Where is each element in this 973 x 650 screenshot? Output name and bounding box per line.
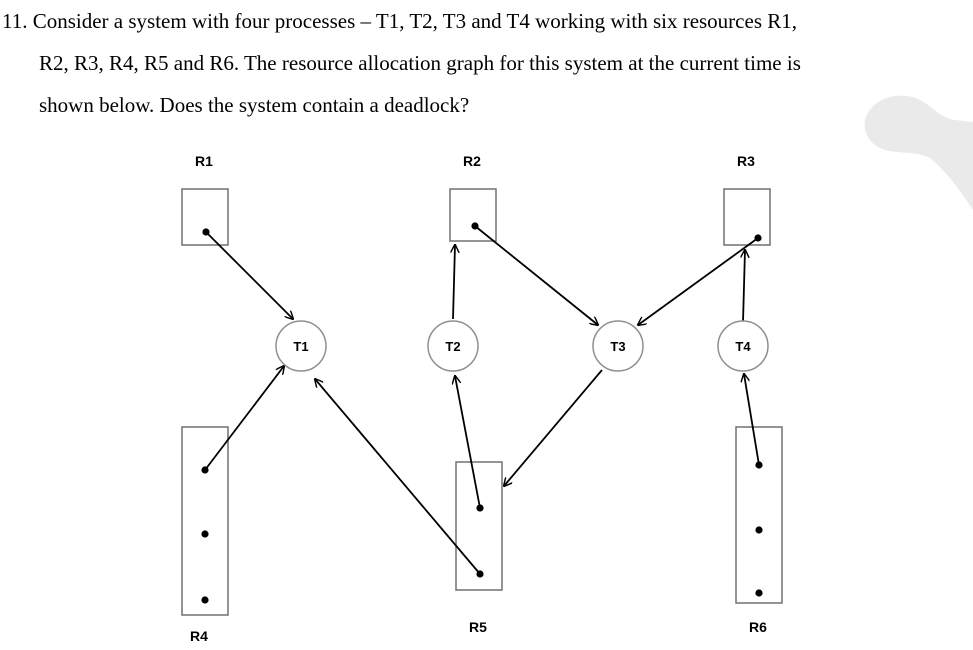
edge-r4-to-t1: [205, 366, 284, 470]
instance-dot-r4-3: [201, 596, 208, 603]
edge-t4-to-r3: [743, 250, 745, 322]
edge-t2-to-r2: [453, 245, 455, 319]
process-label-t2: T2: [445, 339, 461, 354]
process-node-t3: [593, 321, 643, 371]
question-line-1: 11. Consider a system with four processes – T1, T2, T3 and T4 working with six resources R1,: [2, 9, 797, 33]
instance-dot-r6-2: [755, 526, 762, 533]
resource-label-r4: R4: [190, 628, 208, 644]
process-label-t4: T4: [735, 339, 751, 354]
resource-box-r6: [736, 427, 782, 603]
resource-box-r3: [724, 189, 770, 245]
process-node-t4: [718, 321, 768, 371]
edge-t3-to-r5: [504, 370, 602, 486]
instance-dot-r6-3: [755, 589, 762, 596]
process-label-t3: T3: [610, 339, 626, 354]
question-line-3: shown below. Does the system contain a deadlock?: [39, 93, 470, 117]
process-node-t1: [276, 321, 326, 371]
resource-box-r2: [450, 189, 496, 241]
resource-box-r1: [182, 189, 228, 245]
resource-label-r2: R2: [463, 153, 481, 169]
resource-label-r6: R6: [749, 619, 767, 635]
process-label-t1: T1: [293, 339, 309, 354]
edge-r3-to-t3: [638, 238, 758, 325]
process-node-t2: [428, 321, 478, 371]
resource-label-r1: R1: [195, 153, 213, 169]
resource-label-r5: R5: [469, 619, 487, 635]
instance-dot-r4-2: [201, 530, 208, 537]
question-line-2: R2, R3, R4, R5 and R6. The resource allocation graph for this system at the current time is: [39, 51, 801, 75]
edge-r1-to-t1: [206, 232, 293, 319]
decorative-watermark-shape: [865, 96, 973, 210]
resource-box-r4: [182, 427, 228, 615]
edge-r2-to-t3: [475, 226, 598, 325]
resource-label-r3: R3: [737, 153, 755, 169]
